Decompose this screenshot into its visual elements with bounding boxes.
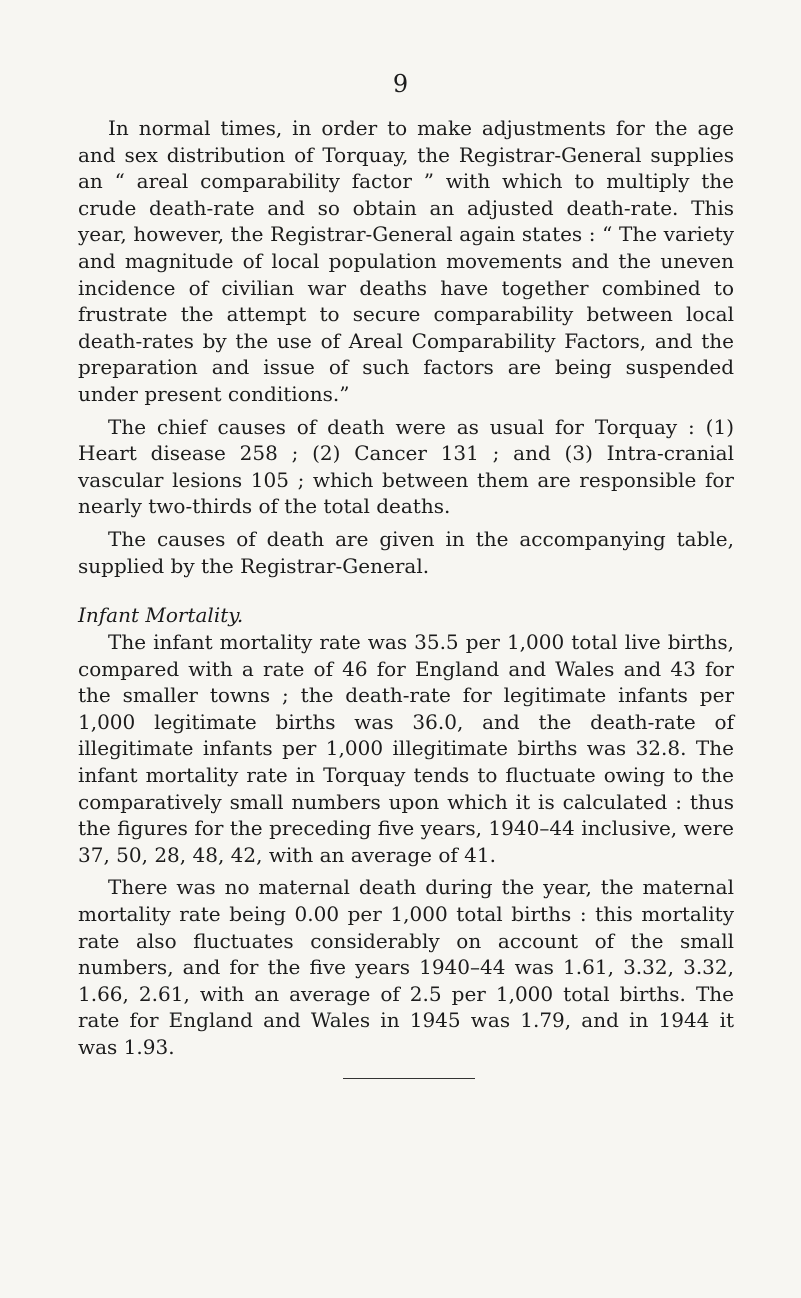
paragraph-maternal-mortality: There was no maternal death during the year, the maternal mortality rate being 0.00 per 1,000 total births : this mortality rate also fluctuates considerably on account of the small numbers, and for the five years 1940–44 was 1.61, 3.32, 3.32, 1.66, 2.61, with an average of 2.5 per 1,000 total births. The rate for England and Wales in 1945 was 1.79, and in 1944 it was 1.93.	[78, 875, 734, 1059]
section-heading-infant-mortality: Infant Mortality.	[78, 603, 244, 628]
paragraph-chief-causes: The chief causes of death were as usual for Torquay : (1) Heart disease 258 ; (2) Cancer 131 ; and (3) Intra-cranial vascular lesions 105 ; which between them are responsible for nearly two-thirds of the total deaths.	[78, 414, 734, 519]
paragraph-areal-comparability: In normal times, in order to make adjustments for the age and sex distribution of Torquay, the Registrar-General supplies an “ areal comparability factor ” with which to multiply the crude death-rate and so obtain an adjusted death-rate. This year, however, the Registrar-General again states : “ The variety and magnitude of local population movements and the uneven incidence of civilian war deaths have together combined to frustrate the attempt to secure comparability between local death-rates by the use of Areal Comparability Factors, and the preparation and issue of such factors are being suspended under present conditions.”	[78, 116, 734, 406]
page-number: 9	[392, 70, 409, 98]
section-divider-rule	[343, 1078, 475, 1079]
paragraph-infant-mortality-rate: The infant mortality rate was 35.5 per 1,000 total live births, compared with a rate of 46 for England and Wales and 43 for the smaller towns ; the death-rate for legitimate infants per 1,000 legitimate births was 36.0, and the death-rate of illegitimate infants per 1,000 illegitimate births was 32.8. The infant mortality rate in Torquay tends to fluctuate owing to the comparatively small numbers upon which it is calculated : thus the figures for the preceding five years, 1940–44 inclusive, were 37, 50, 28, 48, 42, with an average of 41.	[78, 630, 734, 867]
paragraph-causes-table-note: The causes of death are given in the accompanying table, supplied by the Registrar-General.	[78, 526, 734, 578]
page-body	[78, 115, 734, 1061]
